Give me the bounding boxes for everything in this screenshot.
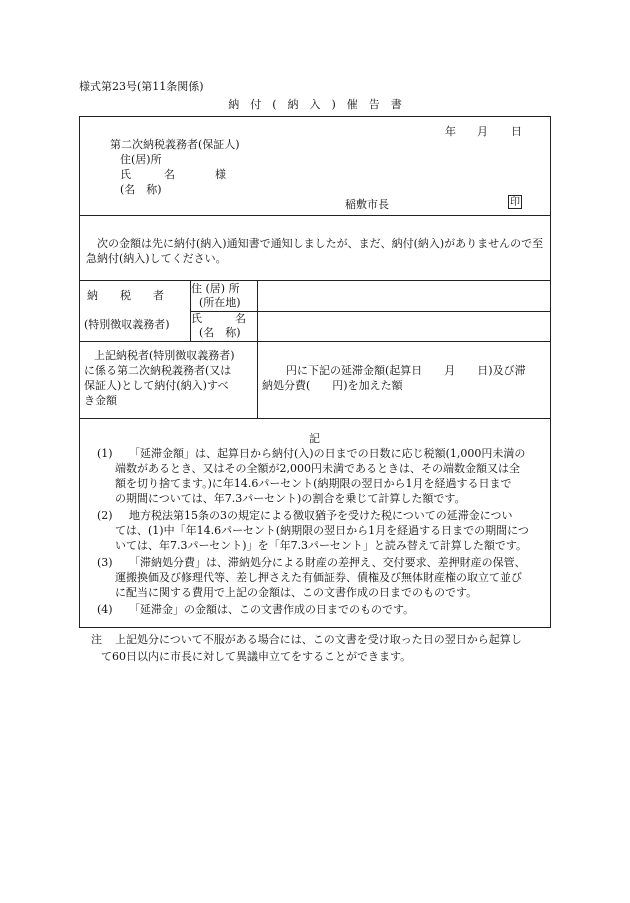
amount-label-line: き金額 (84, 394, 117, 407)
seal-mark: 印 (510, 197, 520, 208)
name-label: 氏 名 (120, 168, 175, 181)
issuer: 稲敷市長 (345, 198, 389, 211)
name-alt-label: (名 称) (120, 183, 162, 196)
divider (79, 215, 551, 216)
notice-text: 次の金額は先に納付(納入)通知書で通知しましたが、まだ、納付(納入)がありませんので至急納付(納入)してください。 (86, 237, 544, 265)
divider (257, 341, 258, 418)
footer-note-line: 上記処分について不服がある場合には、この文書を受け取った日の翌日から起算し (115, 633, 522, 646)
note-number: (3) (97, 556, 113, 569)
name-suffix: 様 (215, 168, 226, 181)
page-title: 納 付 ( 納 入 ) 催 告 書 (228, 98, 402, 111)
note-number: (1) (97, 447, 113, 460)
taxpayer-name-sub: (名 称) (199, 326, 241, 339)
note-line: 「滞納処分費」は、滞納処分による財産の差押え、交付要求、差押財産の保管、 (129, 556, 526, 569)
note-line: 地方税法第15条の3の規定による徴収猶予を受けた税についての延滞金につい (129, 509, 513, 522)
divider (79, 418, 551, 419)
note-line: 端数があるとき、又はその全額が2,000円未満であるときは、その端数金額又は全 (115, 462, 521, 475)
taxpayer-address-sub: (所在地) (199, 296, 241, 309)
addressee-heading: 第二次納税義務者(保証人) (110, 138, 240, 151)
note-line: ては、(1)中「年14.6パーセント(納期限の翌日から1月を経過する日までの期間につ (115, 524, 529, 537)
address-label: 住(居)所 (120, 153, 162, 166)
footer-note-label: 注 (91, 633, 102, 646)
taxpayer-name-label: 氏 名 (191, 312, 246, 325)
taxpayer-label-sub: (特別徴収義務者) (84, 318, 170, 331)
divider (257, 280, 258, 341)
divider (79, 280, 551, 281)
note-line: 運搬換価及び修理代等、差し押さえた有価証券、債権及び無体財産権の取立て並び (115, 571, 522, 584)
form-number: 様式第23号(第11条関係) (79, 80, 204, 93)
amount-value-line: 円に下記の延滞金額(起算日 月 日)及び滞 (286, 364, 526, 377)
note-line: 「延滞金額」は、起算日から納付(入)の日までの日数に応じ税額(1,000円未満の (129, 447, 526, 460)
note-line: いては、年7.3パーセント)」を「年7.3パーセント」と読み替えて計算した額です。 (115, 539, 527, 552)
date-day: 日 (511, 125, 522, 138)
date-month: 月 (477, 125, 488, 138)
note-line: の期間については、年7.3パーセント)の割合を乗じて計算した額です。 (115, 492, 466, 505)
note-number: (2) (97, 509, 113, 522)
divider (79, 341, 551, 342)
footer-note-line: て60日以内に市長に対して異議申立てをすることができます。 (101, 650, 412, 663)
amount-label-line: 保証人)として納付(納入)すべ (84, 379, 229, 392)
note-line: に配当に関する費用で上記の金額は、この文書作成の日までのものです。 (115, 586, 478, 599)
notes-heading: 記 (309, 432, 320, 445)
taxpayer-label: 納 税 者 (87, 289, 164, 302)
note-number: (4) (97, 603, 113, 616)
amount-label-line: に係る第二次納税義務者(又は (84, 364, 232, 377)
note-line: 「延滞金」の金額は、この文書作成の日までのものです。 (129, 603, 415, 616)
note-line: 額を切り捨てます。)に年14.6パーセント(納期限の翌日から1月を経過する日まで (115, 477, 512, 490)
date-year: 年 (445, 125, 456, 138)
taxpayer-address-label: 住 (居) 所 (191, 282, 240, 295)
amount-label-line: 上記納税者(特別徴収義務者) (94, 349, 235, 362)
amount-value-line: 納処分費( 円)を加えた額 (262, 379, 403, 392)
